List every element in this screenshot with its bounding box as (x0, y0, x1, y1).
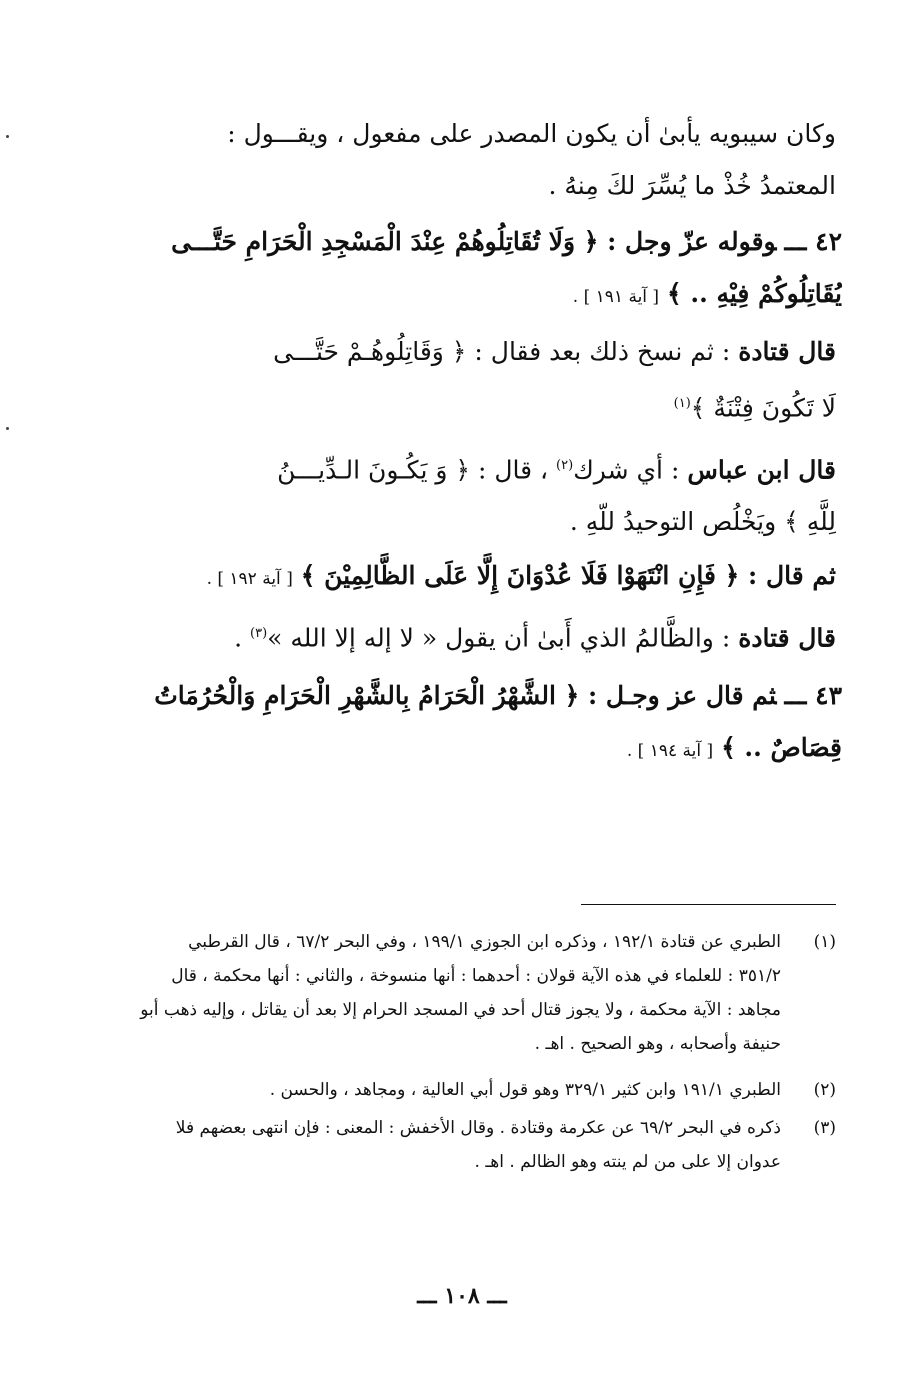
verse-text: قِصَاصٌ .. ﴾ (721, 733, 842, 762)
speaker: قال قتادة (738, 337, 836, 366)
footnote-separator (581, 904, 836, 905)
text-line (96, 608, 836, 664)
footnote-3 (96, 1111, 836, 1179)
quote-text: لَا تَكُونَ فِتْنَةٌ ﴾ (690, 393, 836, 423)
paragraph-sibawayh (96, 108, 836, 212)
footnote-ref: (١) (673, 396, 691, 411)
footnote-number: (٢) (813, 1080, 836, 1100)
verse-reference: [ آية ١٩٢ ] . (206, 569, 293, 589)
entry-number: ٤٢ ـــ (784, 227, 842, 256)
entry-line (92, 216, 842, 268)
text-line: لِلَّهِ ﴾ ويَخْلُص التوحيدُ للّهِ . (569, 507, 836, 537)
margin-mark (6, 427, 9, 430)
entry-line (92, 268, 842, 323)
entry-line (92, 722, 842, 777)
footnote-line: ذكره في البحر ٦٩/٢ عن عكرمة وقتادة . وقال الأخفش : المعنى : فإن انتهى بعضهم فلا (175, 1118, 781, 1138)
quote-text: : ثم نسخ ذلك بعد فقال : ﴿ وَقَاتِلُوهُـمْ حَتَّـــى (273, 337, 731, 366)
entry-line (92, 670, 842, 722)
verse-text: يُقَاتِلُوكُمْ فِيْهِ .. ﴾ (667, 279, 842, 308)
footnote-line: مجاهد : الآية محكمة ، ولا يجوز قتال أحد في المسجد الحرام إلا بعد أن يقاتل ، وإليه ذهب أبو (140, 1000, 781, 1020)
quote-text: : والظَّالمُ الذي أَبىٰ أن يقول « لا إله إلا الله » (267, 623, 731, 653)
footnote-line: الطبري عن قتادة ١٩٢/١ ، وذكره ابن الجوزي ١٩٩/١ ، وفي البحر ٦٧/٢ ، قال القرطبي (188, 932, 781, 952)
verse-192 (96, 550, 836, 605)
footnote-number: (١) (813, 932, 836, 952)
verse-text: وقوله عزّ وجل : ﴿ وَلَا تُقَاتِلُوهُمْ عِنْدَ الْمَسْجِدِ الْحَرَامِ حَتَّـــى (171, 227, 777, 256)
text-line (96, 550, 836, 605)
footnote-ref: (٢) (556, 458, 574, 473)
entry-43 (92, 670, 842, 777)
footnote-2 (96, 1073, 836, 1107)
ibn-abbas-quote (96, 440, 836, 548)
footnote-1 (96, 925, 836, 1061)
qatada-quote-2 (96, 608, 836, 664)
footnote-line: عدوان إلا على من لم ينته وهو الظالم . اهـ . (474, 1152, 781, 1172)
entry-42 (92, 216, 842, 323)
entry-number: ٤٣ ـــ (784, 681, 842, 710)
verse-text: ثم قال عز وجـل : ﴿ الشَّهْرُ الْحَرَامُ بِالشَّهْرِ الْحَرَامِ وَالْحُرُمَاتُ (154, 681, 777, 710)
page-number: ـــ ١٠٨ ـــ (417, 1283, 507, 1309)
quote-text: : أي شرك (573, 455, 680, 485)
verse-reference: [ آية ١٩١ ] . (572, 287, 660, 307)
quote-text: . (234, 623, 243, 653)
quote-text: ، قال : ﴿ وَ يَكُـونَ الـدِّيـــنُ (277, 455, 549, 485)
margin-mark (6, 135, 9, 138)
footnote-line: الطبري ١٩١/١ وابن كثير ٣٢٩/١ وهو قول أبي العالية ، ومجاهد ، والحسن . (269, 1080, 781, 1100)
qatada-quote-1 (96, 326, 836, 434)
text-line: المعتمدُ خُذْ ما يُسِّرَ لكَ مِنهُ . (548, 171, 836, 200)
footnote-number: (٣) (813, 1118, 836, 1138)
speaker: قال ابن عباس (687, 455, 836, 485)
footnote-ref: (٣) (250, 626, 268, 641)
footnote-line: ٣٥١/٢ : للعلماء في هذه الآية قولان : أحدهما : أنها منسوخة ، والثاني : أنها محكمة ، قال (171, 966, 781, 986)
footnote-line: حنيفة وأصحابه ، وهو الصحيح . اهـ . (534, 1034, 781, 1054)
text-line (96, 440, 836, 496)
verse-text: ثم قال : ﴿ فَإِنِ انْتَهَوْا فَلَا عُدْوَانَ إِلَّا عَلَى الظَّالِمِيْنَ ﴾ (300, 561, 836, 590)
text-line: وكان سيبويه يأبىٰ أن يكون المصدر على مفعول ، ويقـــول : (227, 119, 836, 148)
text-line (96, 326, 836, 378)
text-line (96, 378, 836, 434)
verse-reference: [ آية ١٩٤ ] . (626, 741, 714, 761)
speaker: قال قتادة (738, 623, 836, 653)
